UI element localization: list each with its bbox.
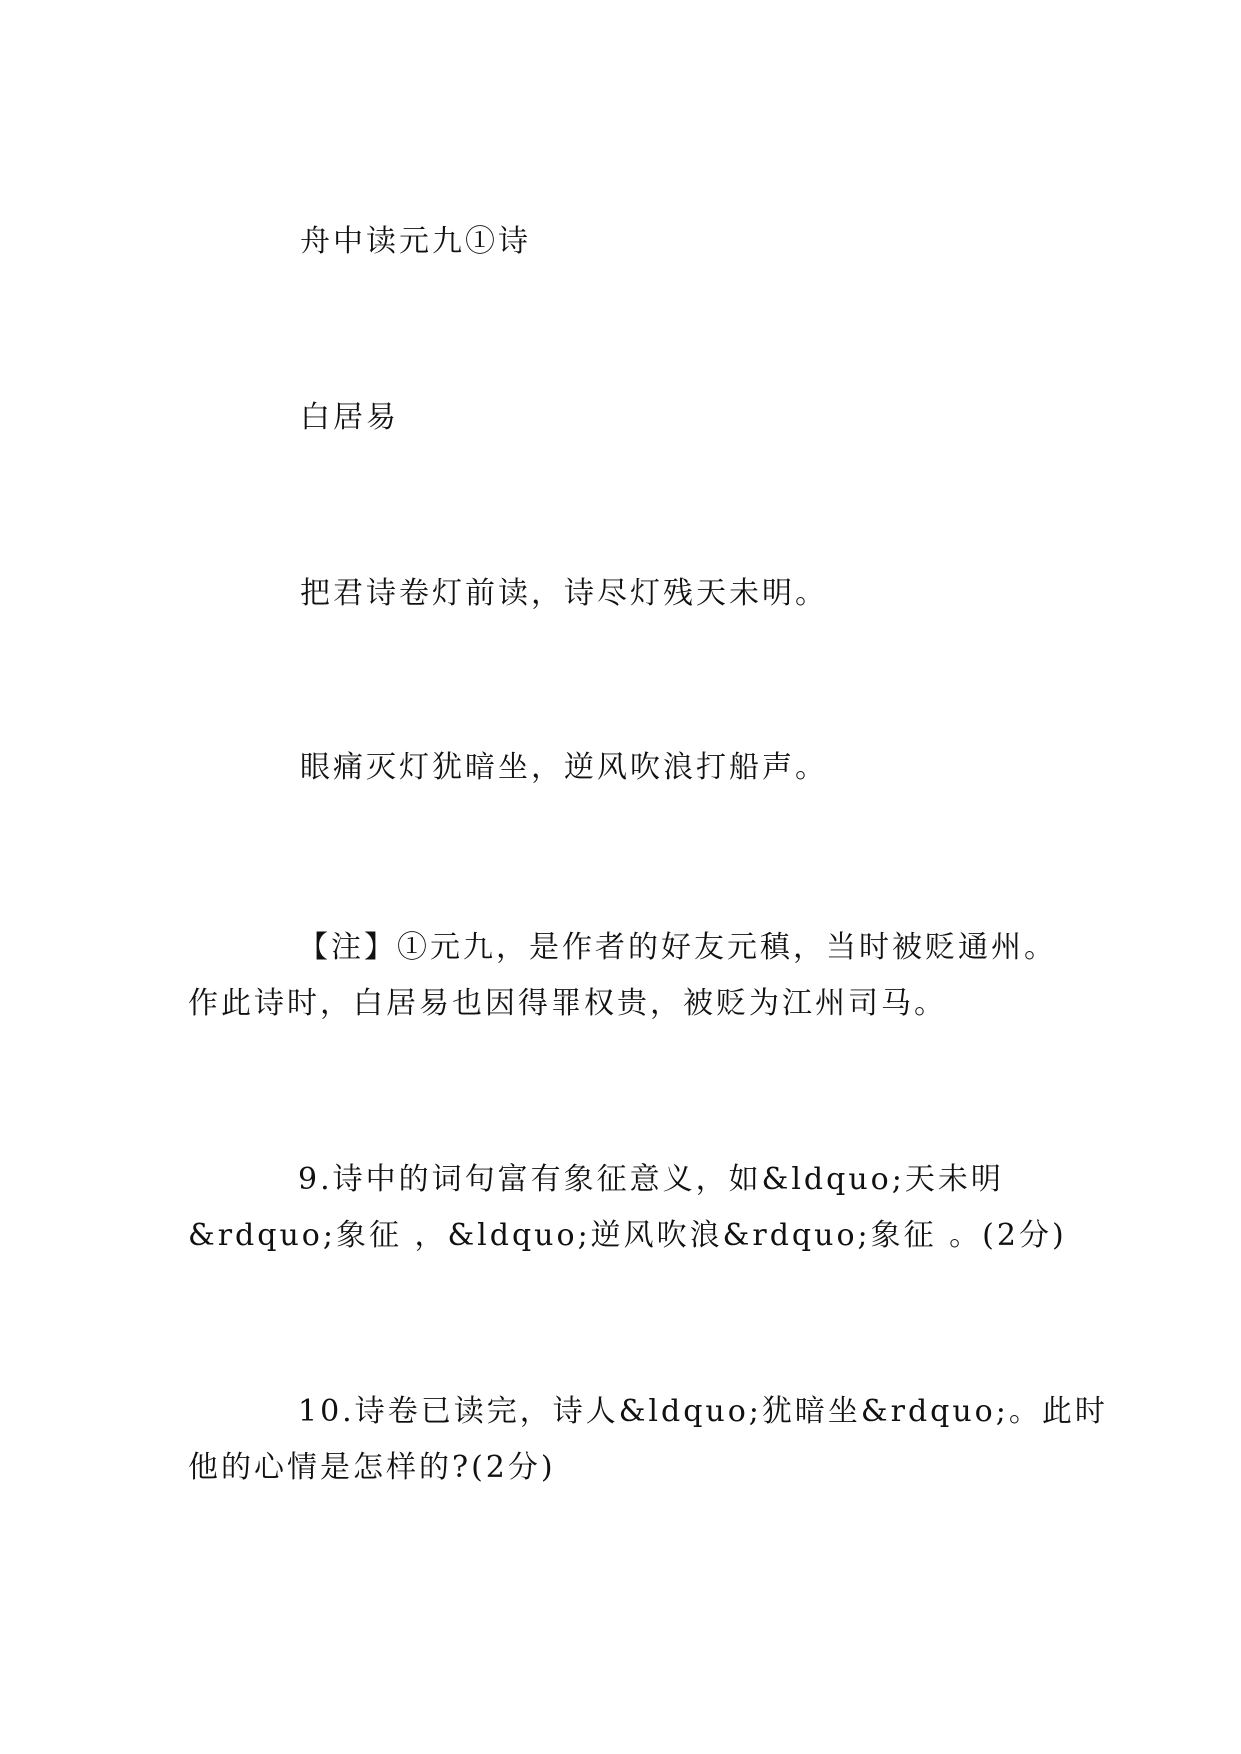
question-10-line-2: 他的心情是怎样的?(2分) xyxy=(188,1450,556,1485)
poem-title: 舟中读元九①诗 xyxy=(300,224,531,259)
poem-author: 白居易 xyxy=(300,400,399,435)
question-10-line-1: 10.诗卷已读完，诗人&ldquo;犹暗坐&rdquo;。此时 xyxy=(298,1394,1108,1429)
annotation-note xyxy=(188,920,1058,1032)
question-9-line-1: 9.诗中的词句富有象征意义，如&ldquo;天未明 xyxy=(298,1162,1004,1197)
question-9-line-2: &rdquo;象征 ，&ldquo;逆风吹浪&rdquo;象征 。(2分) xyxy=(188,1218,1067,1253)
note-line-1: 【注】①元九，是作者的好友元稹，当时被贬通州。 xyxy=(298,930,1057,965)
note-line-2: 作此诗时，白居易也因得罪权贵，被贬为江州司马。 xyxy=(188,986,947,1021)
question-10 xyxy=(188,1384,1108,1496)
poem-line-2: 眼痛灭灯犹暗坐，逆风吹浪打船声。 xyxy=(300,750,828,785)
poem-line-1: 把君诗卷灯前读，诗尽灯残天未明。 xyxy=(300,576,828,611)
question-9 xyxy=(188,1152,1067,1264)
